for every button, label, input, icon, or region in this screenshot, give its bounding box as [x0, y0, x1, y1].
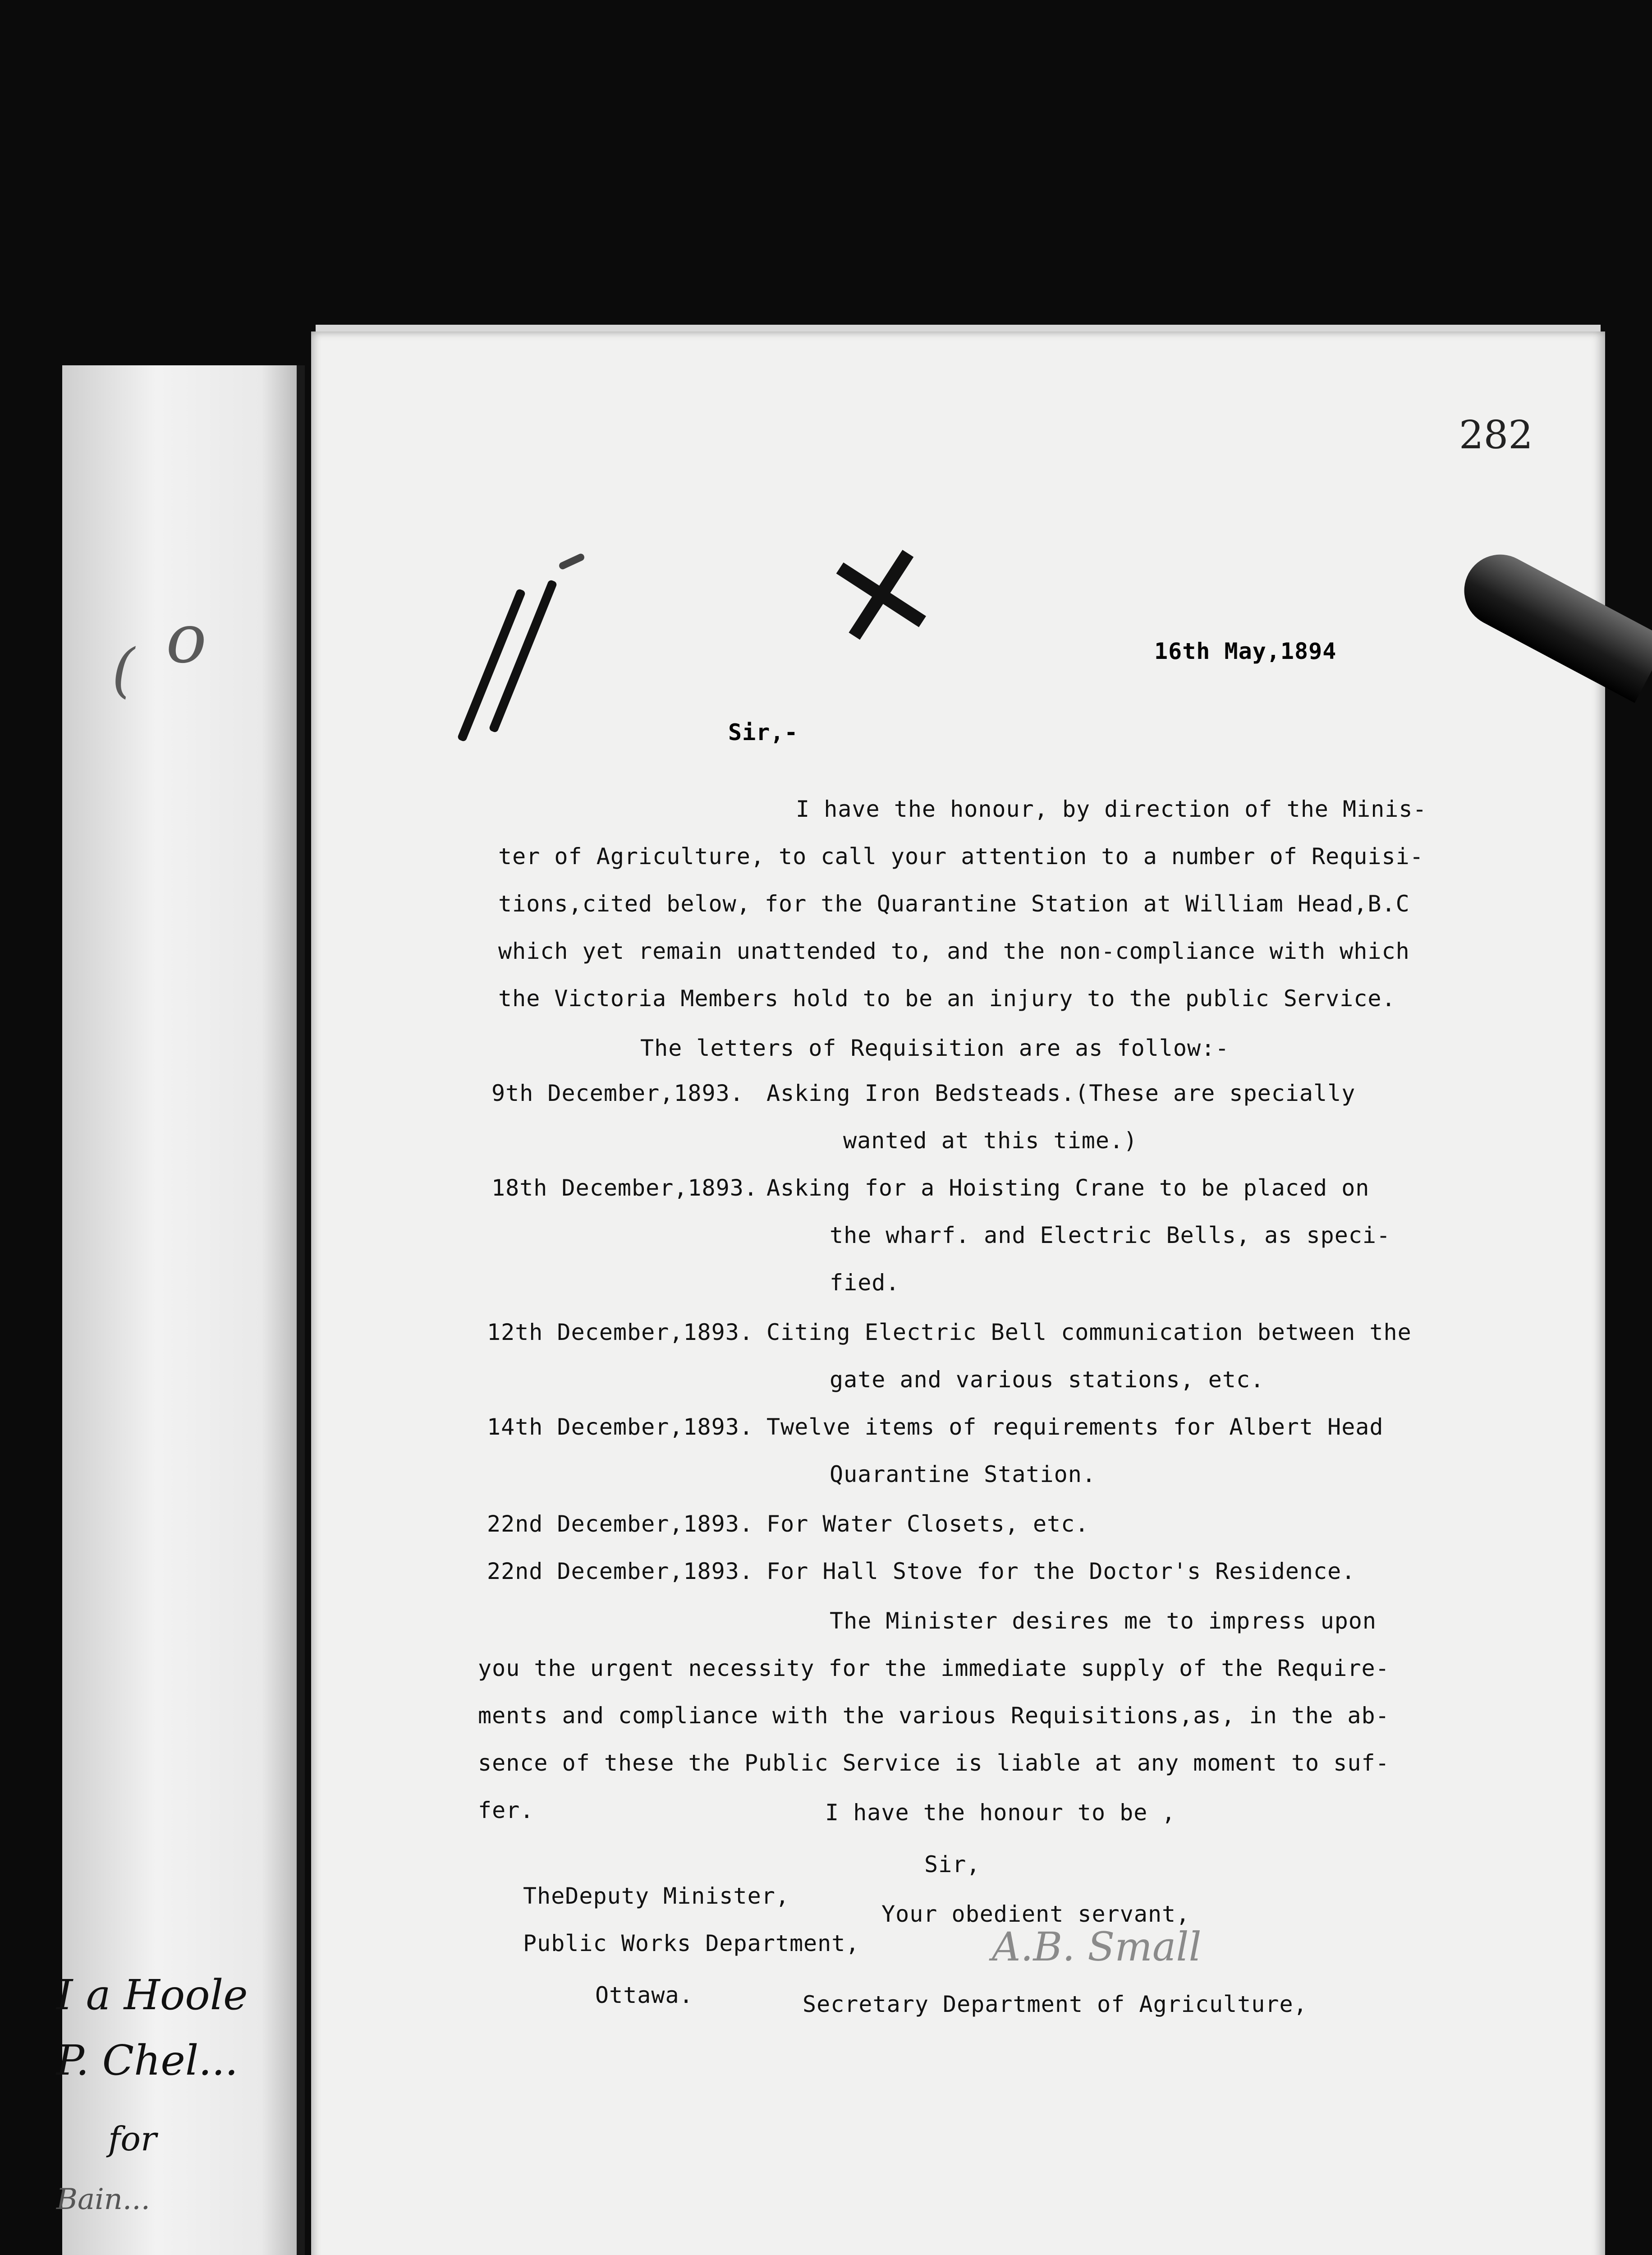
margin-note-3: for [108, 2120, 157, 2158]
addressee-line-1: TheDeputy Minister, [523, 1883, 789, 1909]
margin-note-2: P. Chel... [56, 2036, 238, 2085]
requisition-3-line-2: gate and various stations, etc. [830, 1367, 1265, 1393]
requisition-2-date: 18th December,1893. [491, 1175, 758, 1201]
requisition-6-date: 22nd December,1893. [487, 1558, 753, 1584]
closing-line-1: The Minister desires me to impress upon [830, 1608, 1377, 1634]
closing-line-4: sence of these the Public Service is liable at any moment to suf- [478, 1750, 1390, 1776]
signature: A.B. Small [992, 1924, 1202, 1970]
sign-off-line-1: I have the honour to be , [825, 1799, 1176, 1826]
pencil-mark-c: ( [112, 636, 135, 704]
page-number: 282 [1459, 413, 1533, 458]
sign-off-line-3: Your obedient servant, [881, 1901, 1190, 1927]
closing-line-3: ments and compliance with the various Requisitions,as, in the ab- [478, 1703, 1390, 1729]
margin-note-1: I a Hoole [56, 1971, 248, 2019]
requisition-1-line-1: Asking Iron Bedsteads.(These are specially [766, 1080, 1356, 1106]
requisition-2-line-3: fied. [830, 1270, 900, 1296]
requisition-1-line-2: wanted at this time.) [843, 1128, 1138, 1154]
sign-off-line-2: Sir, [924, 1851, 981, 1878]
margin-note-4: Bain... [56, 2183, 150, 2216]
requisition-3-line-1: Citing Electric Bell communication between the [766, 1319, 1412, 1345]
requisition-2-line-1: Asking for a Hoisting Crane to be placed on [766, 1175, 1370, 1201]
body-line-2: ter of Agriculture, to call your attention to a number of Requisi- [498, 843, 1424, 870]
letter-date: 16th May,1894 [1154, 638, 1337, 664]
requisition-3-date: 12th December,1893. [487, 1319, 753, 1345]
letter-page [311, 331, 1605, 2255]
requisition-4-date: 14th December,1893. [487, 1414, 753, 1440]
requisition-2-line-2: the wharf. and Electric Bells, as speci- [830, 1222, 1391, 1248]
closing-line-2: you the urgent necessity for the immediate supply of the Require- [478, 1655, 1390, 1681]
pencil-mark-o: o [166, 600, 207, 678]
addressee-line-2: Public Works Department, [523, 1930, 860, 1956]
requisition-4-line-2: Quarantine Station. [830, 1461, 1096, 1487]
body-line-3: tions,cited below, for the Quarantine Station at William Head,B.C [498, 891, 1410, 917]
body-line-4: which yet remain unattended to, and the non-compliance with which [498, 938, 1410, 964]
salutation: Sir,- [728, 719, 798, 746]
x-mark: ✕ [810, 508, 954, 686]
requisition-6-line-1: For Hall Stove for the Doctor's Residence. [766, 1558, 1356, 1584]
requisition-1-date: 9th December,1893. [491, 1080, 744, 1106]
requisition-4-line-1: Twelve items of requirements for Albert Head [766, 1414, 1384, 1440]
body-line-1: I have the honour, by direction of the Minis- [796, 796, 1427, 822]
requisition-5-line-1: For Water Closets, etc. [766, 1511, 1089, 1537]
signatory-title: Secretary Department of Agriculture, [803, 1991, 1308, 2017]
requisition-5-date: 22nd December,1893. [487, 1511, 753, 1537]
addressee-line-3: Ottawa. [595, 1982, 693, 2008]
closing-line-5: fer. [478, 1797, 534, 1823]
body-line-6: The letters of Requisition are as follow:- [640, 1035, 1230, 1061]
body-line-5: the Victoria Members hold to be an injury to the public Service. [498, 985, 1396, 1012]
